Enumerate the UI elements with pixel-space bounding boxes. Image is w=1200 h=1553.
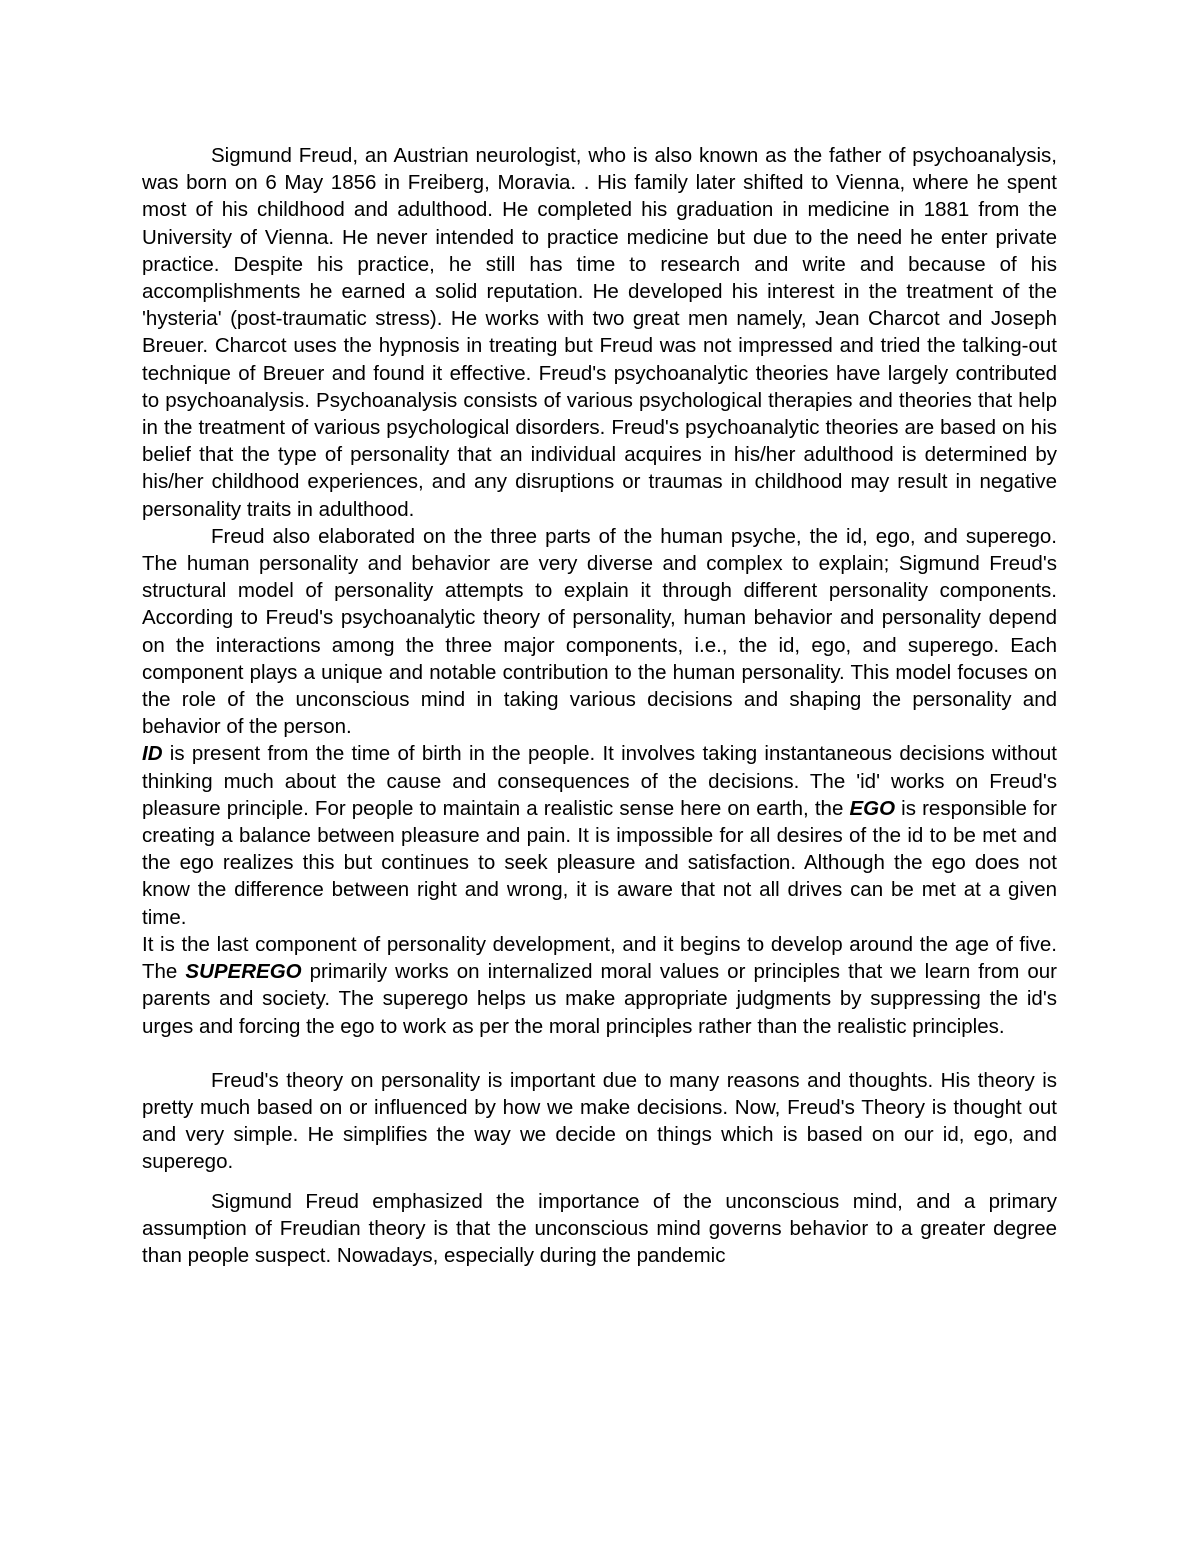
paragraph-id-ego-text-2: is responsible for creating a balance between pleasure and pain. It is impossible for all desires of the id to be met and the ego realizes this but continues to seek pleasure and satisfaction. Although the ego does not know the difference between right and wrong, it is aware that not all drives can be met at a given time. [142,796,1057,929]
paragraph-theory-importance: Freud's theory on personality is important due to many reasons and thoughts. His theory is pretty much based on or influenced by how we make decisions. Now, Freud's Theory is thought out and very simple. He simplifies the way we decide on things which is based on our id, ego, and superego. [142,1068,1057,1174]
paragraph-superego [142,931,1057,1040]
paragraph-id-ego-text-1: is present from the time of birth in the people. It involves taking instantaneous decisions without thinking much about the cause and consequences of the decisions. The 'id' works on Freud's pleasure principle. For people to maintain a realistic sense here on earth, the [142,742,1057,820]
paragraph-superego-text-2: primarily works on internalized moral values or principles that we learn from our parents and society. The superego helps us make appropriate judgments by suppressing the id's urges and forcing the ego to work as per the moral principles rather than the realistic principles. [142,960,1057,1038]
term-id: ID [142,742,163,766]
paragraph-id-ego [142,740,1057,930]
document-page [142,142,1057,1269]
paragraph-biography: Sigmund Freud, an Austrian neurologist, who is also known as the father of psychoanalysis, was born on 6 May 1856 in Freiberg, Moravia. . His family later shifted to Vienna, where he spent most of his childhood and adulthood. He completed his graduation in medicine in 1881 from the University of Vienna. He never intended to practice medicine but due to the need he enter private practice. Despite his practice, he still has time to research and write and because of his accomplishments he earned a solid reputation. He developed his interest in the treatment of the 'hysteria' (post-traumatic stress). He works with two great men namely, Jean Charcot and Joseph Breuer. Charcot uses the hypnosis in treating but Freud was not impressed and tried the talking-out technique of Breuer and found it effective. Freud's psychoanalytic theories have largely contributed to psychoanalysis. Psychoanalysis consists of various psychological therapies and theories that help in the treatment of various psychological disorders. Freud's psychoanalytic theories are based on his belief that the type of personality that an individual acquires in his/her adulthood is determined by his/her childhood experiences, and any disruptions or traumas in childhood may result in negative personality traits in adulthood. [142,144,1057,521]
term-ego: EGO [849,796,896,820]
paragraph-unconscious-mind: Sigmund Freud emphasized the importance of the unconscious mind, and a primary assumption of Freudian theory is that the unconscious mind governs behavior to a greater degree than people suspect. Nowadays, especially during the pandemic [142,1189,1057,1267]
paragraph-psyche-structure: Freud also elaborated on the three parts of the human psyche, the id, ego, and superego. The human personality and behavior are very diverse and complex to explain; Sigmund Freud's structural model of personality attempts to explain it through different personality components. According to Freud's psychoanalytic theory of personality, human behavior and personality depend on the interactions among the three major components, i.e., the id, ego, and superego. Each component plays a unique and notable contribution to the human personality. This model focuses on the role of the unconscious mind in taking various decisions and shaping the personality and behavior of the person. [142,524,1057,739]
term-superego: SUPEREGO [185,960,302,984]
paragraph-superego-text-1: It is the last component of personality development, and it begins to develop around the age of five. The [142,932,1057,984]
